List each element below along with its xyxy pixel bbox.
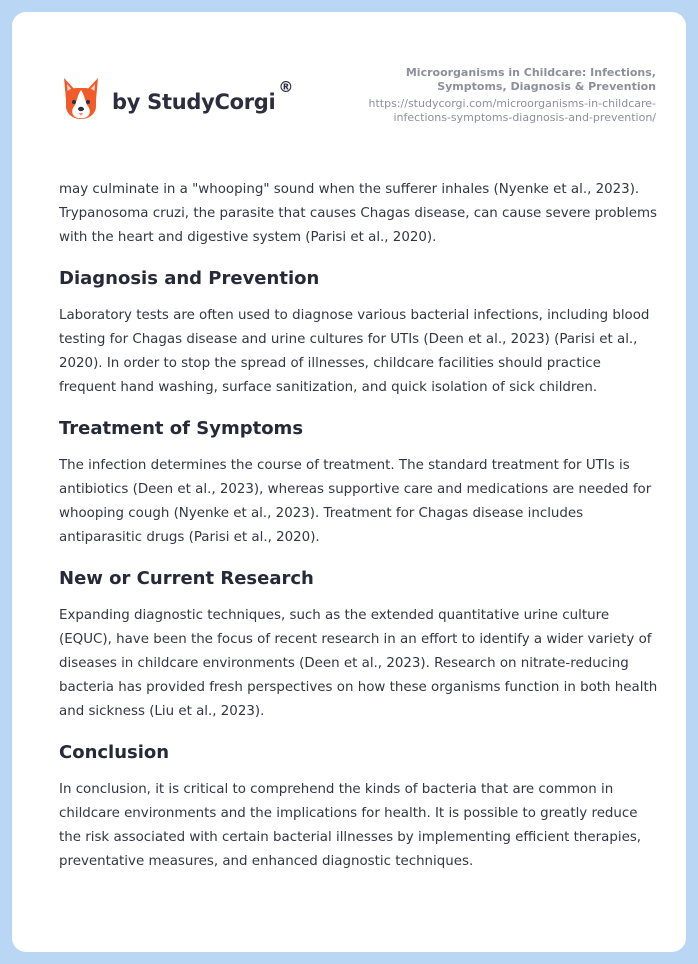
section-heading-conclusion: Conclusion — [59, 742, 170, 763]
registered-mark: ® — [278, 78, 294, 96]
studycorgi-logo[interactable] — [60, 76, 293, 122]
document-title: Microorganisms in Childcare: Infections, Symptoms, Diagnosis & Prevention — [405, 66, 656, 93]
section-paragraph-conclusion: In conclusion, it is critical to comprehend the kinds of bacteria that are common in childcare environments and the implications for health. It is possible to greatly reduce the risk associated with certain bacterial illnesses by implementing efficient therapies, preventative measures, and enhanced diagnostic techniques. — [59, 782, 642, 869]
section-heading-treatment: Treatment of Symptoms — [59, 418, 304, 439]
page-header — [12, 12, 686, 162]
section-heading-diagnosis: Diagnosis and Prevention — [59, 268, 320, 289]
section-heading-research: New or Current Research — [59, 568, 314, 589]
document-url[interactable]: https://studycorgi.com/microorganisms-in-childcare-infections-symptoms-diagnosis-and-prevention/ — [368, 97, 656, 124]
document-meta — [336, 66, 656, 124]
intro-paragraph: may culminate in a "whooping" sound when the sufferer inhales (Nyenke et al., 2023). Trypanosoma cruzi, the parasite that causes Chagas disease, can cause severe problems with the heart and digestive system (Parisi et al., 2020). — [59, 182, 658, 245]
logo-text: by StudyCorgi — [112, 90, 276, 114]
section-paragraph-diagnosis: Laboratory tests are often used to diagnose various bacterial infections, including blood testing for Chagas disease and urine cultures for UTIs (Deen et al., 2023) (Parisi et al., 2020). In order to stop the spread of illnesses, childcare facilities should practice frequent hand washing, surface sanitization, and quick isolation of sick children. — [59, 308, 650, 395]
document-page — [12, 12, 686, 952]
document-body — [59, 178, 659, 874]
section-paragraph-research: Expanding diagnostic techniques, such as the extended quantitative urine culture (EQUC), have been the focus of recent research in an effort to identify a wider variety of diseases in childcare environments (Deen et al., 2023). Research on nitrate-reducing bacteria has provided fresh perspectives on how these organisms function in both health and sickness (Liu et al., 2023). — [59, 608, 658, 719]
corgi-icon — [60, 76, 102, 122]
section-paragraph-treatment: The infection determines the course of treatment. The standard treatment for UTIs is antibiotics (Deen et al., 2023), whereas supportive care and medications are needed for whooping cough (Nyenke et al., 2023). Treatment for Chagas disease includes antiparasitic drugs (Parisi et al., 2020). — [59, 458, 652, 545]
